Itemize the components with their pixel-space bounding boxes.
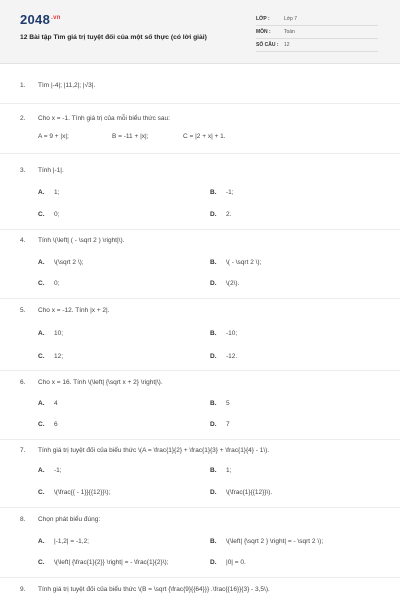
option-text: \(\sqrt 2 \); [54, 259, 84, 266]
option-text: 1; [54, 189, 60, 196]
option-text: 2. [226, 211, 232, 218]
meta-label: LỚP : [256, 16, 270, 22]
option-letter: B. [210, 259, 217, 266]
question-text: Tìm |-4|; |11,2|; |√3|. [38, 82, 96, 89]
option-letter: C. [38, 421, 45, 428]
question-number: 8. [20, 516, 26, 523]
meta-value: Lớp 7 [284, 16, 298, 22]
document-title: 12 Bài tập Tìm giá trị tuyệt đối của một số thực (có lời giải) [20, 34, 207, 41]
question-text: Tính giá trị tuyệt đối của biểu thức \(A = \frac{1}{2} + \frac{1}{3} + \frac{1}{4} - 1\). [38, 447, 270, 454]
option-text: \(2\). [226, 280, 240, 287]
question-number: 3. [20, 167, 26, 174]
question-text: Tính giá trị tuyệt đối của biểu thức \(B = \sqrt {\frac{9}{{64}}} .\frac{{16}}{3} - 3,5\). [38, 586, 270, 593]
option-letter: A. [38, 400, 45, 407]
option-text: |-1,2| = -1,2; [54, 538, 89, 545]
question-divider [0, 577, 400, 578]
option-text: -1; [226, 189, 234, 196]
option-letter: C. [38, 559, 45, 566]
option-text: 10; [54, 330, 64, 337]
option-letter: B. [210, 189, 217, 196]
option-text: \(\left| {\frac{1}{2}} \right| = - \frac{1}{2}\); [54, 559, 169, 566]
question-divider [0, 103, 400, 104]
question-text: Cho x = 16. Tính \(\left| {\sqrt x + 2} \right|\). [38, 379, 163, 386]
option-letter: A. [38, 330, 45, 337]
option-letter: B. [210, 330, 217, 337]
meta-value: Toán [284, 29, 295, 35]
meta-row-count [256, 40, 378, 52]
option-letter: A. [38, 259, 45, 266]
option-text: 0; [54, 211, 60, 218]
option-letter: D. [210, 353, 217, 360]
question-text: Tính |-1|. [38, 167, 64, 174]
question-number: 4. [20, 237, 26, 244]
option-letter: C. [38, 489, 45, 496]
option-letter: B. [210, 538, 217, 545]
question-text: Tính \(\left| ( - \sqrt 2 ) \right|\). [38, 237, 125, 244]
question-number: 7. [20, 447, 26, 454]
option-letter: A. [38, 467, 45, 474]
meta-label: SỐ CÂU : [256, 42, 279, 48]
meta-value: 12 [284, 42, 290, 48]
question-number: 5. [20, 307, 26, 314]
question-number: 9. [20, 586, 26, 593]
question-text: Cho x = -12. Tính |x + 2|. [38, 307, 110, 314]
option-letter: B. [210, 467, 217, 474]
question-divider [0, 370, 400, 371]
option-letter: A. [38, 189, 45, 196]
question-divider [0, 298, 400, 299]
meta-row-class [256, 14, 378, 26]
meta-label: MÔN : [256, 29, 271, 35]
question-divider [0, 507, 400, 508]
option-text: 1; [226, 467, 232, 474]
expression-a: A = 9 + |x|; [38, 133, 69, 140]
option-text: 5 [226, 400, 230, 407]
option-text: \(\left| {\sqrt 2 } \right| = - \sqrt 2 \); [226, 538, 324, 545]
option-letter: D. [210, 421, 217, 428]
page-header [0, 0, 400, 64]
option-letter: A. [38, 538, 45, 545]
option-text: 6 [54, 421, 58, 428]
option-text: 4 [54, 400, 58, 407]
logo-number: 2048 [20, 12, 51, 27]
option-text: 0; [54, 280, 60, 287]
option-text: \( - \sqrt 2 \); [226, 259, 262, 266]
question-text: Chọn phát biểu đúng: [38, 516, 101, 523]
option-text: -1; [54, 467, 62, 474]
meta-row-subject [256, 27, 378, 39]
question-divider [0, 229, 400, 230]
option-letter: D. [210, 489, 217, 496]
option-letter: D. [210, 211, 217, 218]
expression-b: B = -11 + |x|; [112, 133, 149, 140]
question-divider [0, 153, 400, 154]
option-letter: C. [38, 211, 45, 218]
logo-suffix: .vn [51, 14, 61, 21]
option-text: \(\frac{{ - 1}}{{12}}\); [54, 489, 111, 496]
option-letter: C. [38, 280, 45, 287]
question-number: 1. [20, 82, 26, 89]
question-divider [0, 439, 400, 440]
question-number: 2. [20, 115, 26, 122]
option-text: -10; [226, 330, 238, 337]
option-letter: D. [210, 280, 217, 287]
question-number: 6. [20, 379, 26, 386]
expression-c: C = |2 + x| + 1. [183, 133, 226, 140]
option-text: \(\frac{1}{{12}}\). [226, 489, 273, 496]
option-text: -12. [226, 353, 238, 360]
question-text: Cho x = -1. Tính giá trị của mỗi biểu thức sau: [38, 115, 170, 122]
option-text: |0| = 0. [226, 559, 246, 566]
option-text: 7 [226, 421, 230, 428]
option-letter: D. [210, 559, 217, 566]
option-text: 12; [54, 353, 64, 360]
option-letter: B. [210, 400, 217, 407]
option-letter: C. [38, 353, 45, 360]
site-logo[interactable] [20, 12, 61, 27]
